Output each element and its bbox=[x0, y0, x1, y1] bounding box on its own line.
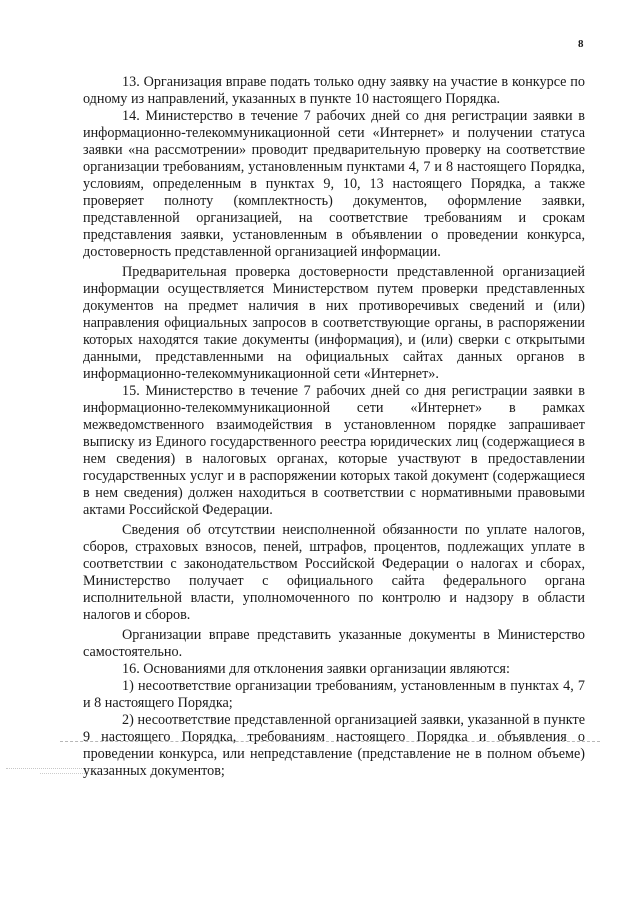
paragraph-16-item-2: 2) несоответствие представленной организацией заявки, указанной в пункте 9 настоящего Порядка, требованиям настоящего Порядка и объявления о проведении конкурса, или непредставление (представление не в полном объеме) указанных документов; bbox=[83, 712, 585, 779]
paragraph-16: 16. Основаниями для отклонения заявки организации являются: bbox=[122, 661, 510, 677]
scan-artifact-line bbox=[60, 741, 600, 742]
paragraph-15: 15. Министерство в течение 7 рабочих дней со дня регистрации заявки в информационно-телекоммуникационной сети «Интернет» в рамках межведомственного взаимодействия в установленном порядке запрашивает выписку из Единого государственного реестра юридических лиц (содержащиеся в нем сведения) в налоговых органах, которые участвуют в предоставлении государственных услуг и в распоряжении которых такой документ (содержащиеся в нем сведения) должен находиться в соответствии с нормативными правовыми актами Российской Федерации. bbox=[83, 383, 585, 518]
document-body bbox=[83, 74, 585, 780]
paragraph-14-preliminary-check: Предварительная проверка достоверности представленной организацией информации осуществляется Министерством путем проверки представленных документов на предмет наличия в них противоречивых сведений и (или) направления официальных запросов в соответствующие органы, в распоряжении которых находятся такие документы (информация), и (или) сверки с открытыми данными, представленными на официальных сайтах данных органов в информационно-телекоммуникационной сети «Интернет». bbox=[83, 264, 585, 382]
scan-artifact-line bbox=[40, 773, 85, 774]
paragraph-16-item-1: 1) несоответствие организации требованиям, установленным в пунктах 4, 7 и 8 настоящего Порядка; bbox=[83, 678, 585, 711]
paragraph-13: 13. Организация вправе подать только одну заявку на участие в конкурсе по одному из направлений, указанных в пункте 10 настоящего Порядка. bbox=[83, 74, 585, 107]
paragraph-14: 14. Министерство в течение 7 рабочих дней со дня регистрации заявки в информационно-телекоммуникационной сети «Интернет» и получении статуса заявки «на рассмотрении» проводит предварительную проверку на соответствие организации требованиям, установленным пунктами 4, 7 и 8 настоящего Порядка, условиям, определенным в пунктах 9, 10, 13 настоящего Порядка, а также проверяет полноту (комплектность) документов, оформление заявки, представленной организацией, на соответствие требованиям и срокам представления заявки, установленным в объявлении о проведении конкурса, достоверность представленной организацией информации. bbox=[83, 108, 585, 260]
paragraph-15-tax-info: Сведения об отсутствии неисполненной обязанности по уплате налогов, сборов, страховых взносов, пеней, штрафов, процентов, подлежащих уплате в соответствии с законодательством Российской Федерации о налогах и сборах, Министерство получает с официального сайта федерального органа исполнительной власти, уполномоченного по контролю и надзору в области налогов и сборов. bbox=[83, 522, 585, 623]
page-number: 8 bbox=[578, 38, 584, 50]
scan-artifact-line bbox=[6, 768, 106, 769]
paragraph-15-self-submit: Организации вправе представить указанные документы в Министерство самостоятельно. bbox=[83, 627, 585, 660]
